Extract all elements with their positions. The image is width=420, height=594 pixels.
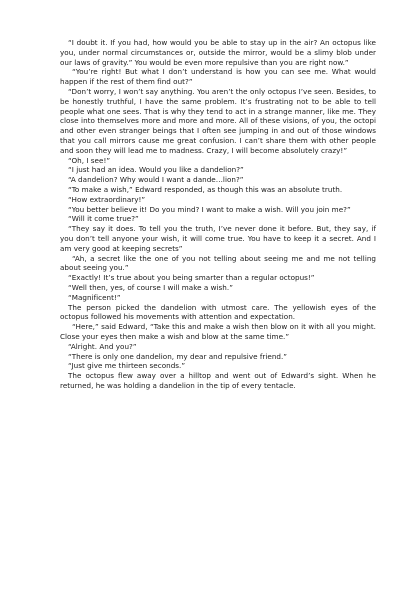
paragraph: The person picked the dandelion with utmost care. The yellowish eyes of the octopus followed his movements with attention and expectation. bbox=[60, 302, 376, 322]
paragraph: “Ah, a secret like the one of you not telling about seeing me and me not telling about seeing you.” bbox=[60, 253, 376, 273]
story-text bbox=[60, 38, 376, 391]
paragraph: “There is only one dandelion, my dear and repulsive friend.” bbox=[68, 351, 288, 361]
paragraph: “Don’t worry, I won’t say anything. You aren’t the only octopus I’ve seen. Besides, to be honestly truthful, I have the same problem. It’s frustrating not to be able to tell people what one sees. That is why they tend to act in a strange manner, like me. They close into themselves more and more and more. All of these visions, of you, the octopi and other even stranger beings that I often see jumping in and out of those windows that you call mirrors cause me great confusion. I can’t share them with other people and soon they will lead me to madness. Crazy, I will become absolutely crazy!” bbox=[60, 86, 376, 155]
paragraph: “How extraordinary!” bbox=[68, 194, 146, 204]
paragraph: The octopus flew away over a hilltop and went out of Edward’s sight. When he returned, he was holding a dandelion in the tip of every tentacle. bbox=[60, 371, 376, 390]
paragraph: “A dandelion? Why would I want a dande…lion?” bbox=[68, 175, 244, 185]
paragraph: “Exactly! It’s true about you being smarter than a regular octopus!” bbox=[68, 273, 315, 283]
paragraph: “I doubt it. If you had, how would you be able to stay up in the air? An octopus like you, under normal circumstances or, outside the mirror, would be a slimy blob under our laws of gravity.” You would be even more repulsive than you are right now.” bbox=[60, 38, 376, 67]
paragraph: “Well then, yes, of course I will make a wish.” bbox=[68, 282, 233, 292]
paragraph: “Will it come true?” bbox=[68, 214, 139, 224]
paragraph: “They say it does. To tell you the truth, I’ve never done it before. But, they say, if you don’t tell anyone your wish, it will come true. You have to keep it a secret. And I am very good at keeping secrets” bbox=[60, 224, 376, 253]
paragraph: “Magnificent!” bbox=[68, 292, 121, 302]
paragraph: “You’re right! But what I don’t understand is how you can see me. What would happen if the rest of them find out?” bbox=[60, 67, 376, 87]
paragraph: “I just had an idea. Would you like a dandelion?” bbox=[68, 165, 244, 175]
paragraph: “Just give me thirteen seconds.” bbox=[68, 361, 186, 371]
paragraph: “You better believe it! Do you mind? I want to make a wish. Will you join me?” bbox=[68, 204, 351, 214]
paragraph: “Here,” said Edward, “Take this and make a wish then blow on it with all you might. Close your eyes then make a wish and blow at the same time.” bbox=[60, 322, 376, 341]
paragraph: “Alright. And you?” bbox=[68, 341, 137, 351]
paragraph: “To make a wish,” Edward responded, as though this was an absolute truth. bbox=[68, 184, 343, 194]
paragraph: “Oh, I see!” bbox=[68, 155, 111, 165]
